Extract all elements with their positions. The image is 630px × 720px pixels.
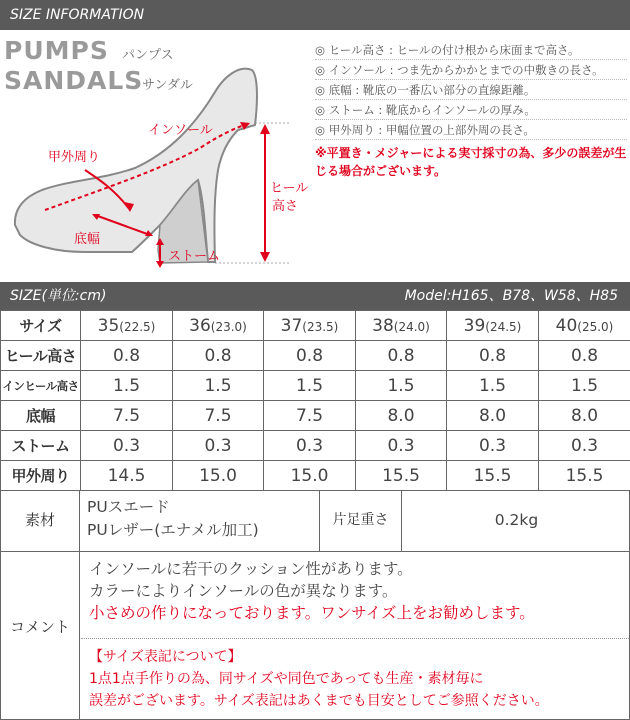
brand-sandals: SANDALS: [4, 66, 144, 95]
table-cell: 0.3: [539, 431, 630, 461]
table-cell: 1.5: [173, 371, 264, 401]
table-cell: 14.5: [81, 461, 173, 491]
material-label: 素材: [1, 490, 80, 551]
shoe-diagram: [0, 30, 310, 282]
material-line-1: PUスエード: [87, 498, 170, 516]
table-cell: 0.3: [447, 431, 539, 461]
note-storm: ◎ ストーム : 靴底からインソールの厚み。: [315, 100, 627, 120]
notice-line-1: 1点1点手作りの為、同サイズや同色であっても生産・素材毎に: [89, 671, 484, 687]
label-storm: ストーム: [168, 249, 221, 264]
size-table: [0, 310, 630, 491]
comment-line-3: 小さめの作りになっております。ワンサイズ上をお勧めします。: [89, 604, 535, 622]
brand-pumps: PUMPS: [4, 36, 109, 65]
table-cell: 15.5: [356, 461, 447, 491]
table-cell: 0.3: [81, 431, 173, 461]
table-cell: 15.0: [264, 461, 356, 491]
comment-body: [89, 558, 535, 624]
brand-pumps-kana: パンプス: [122, 48, 174, 63]
table-cell: 0.8: [356, 341, 447, 371]
notice-title: 【サイズ表記について】: [89, 649, 242, 665]
label-insole: インソール: [148, 123, 213, 138]
table-row-inner-heel: [1, 371, 630, 401]
measurement-notes: [315, 40, 627, 180]
size-cell: 39(24.5): [447, 311, 539, 341]
table-cell: 0.8: [81, 341, 173, 371]
material-values: [87, 496, 259, 542]
table-cell: 0.3: [356, 431, 447, 461]
row-label: ストーム: [1, 431, 81, 461]
table-cell: 0.3: [264, 431, 356, 461]
table-row-sizes: [1, 311, 630, 341]
table-cell: 15.5: [447, 461, 539, 491]
table-cell: 8.0: [447, 401, 539, 431]
table-cell: 8.0: [539, 401, 630, 431]
comment-line-2: カラーによりインソールの色が異なります。: [89, 582, 398, 600]
material-line-2: PUレザー(エナメル加工): [87, 521, 259, 539]
size-unit-bar: [0, 282, 630, 310]
comment-section: [0, 552, 630, 720]
note-insole: ◎ インソール : つま先からかかとまでの中敷きの長さ。: [315, 60, 627, 80]
size-header-label: サイズ: [1, 311, 81, 341]
table-cell: 1.5: [447, 371, 539, 401]
table-row-sole-width: [1, 401, 630, 431]
table-cell: 1.5: [356, 371, 447, 401]
measurement-warning: ※平置き・メジャーによる実寸採寸の為、多少の誤差が生じる場合がございます。: [315, 146, 627, 178]
material-section: [0, 490, 630, 552]
label-sole-width: 底幅: [74, 232, 101, 247]
comment-label: コメント: [1, 552, 80, 719]
size-cell: 38(24.0): [356, 311, 447, 341]
model-info: Model:H165、B78、W58、H85: [404, 288, 618, 304]
table-cell: 0.8: [539, 341, 630, 371]
label-heel: ヒール: [270, 181, 309, 196]
size-cell: 40(25.0): [539, 311, 630, 341]
notice-line-2: 誤差がございます。サイズ表記はあくまでも目安としてご参照ください。: [89, 693, 549, 709]
table-cell: 1.5: [264, 371, 356, 401]
table-row-storm: [1, 431, 630, 461]
row-label: ヒール高さ: [1, 341, 81, 371]
table-cell: 7.5: [173, 401, 264, 431]
table-cell: 15.5: [539, 461, 630, 491]
label-height: 高さ: [272, 199, 299, 214]
table-cell: 1.5: [539, 371, 630, 401]
size-cell: 35(22.5): [81, 311, 173, 341]
note-instep: ◎ 甲外周り : 甲幅位置の上部外周の長さ。: [315, 120, 627, 140]
label-instep: 甲外周り: [48, 150, 101, 165]
size-unit-label: SIZE(単位:cm): [10, 288, 107, 304]
comment-line-1: インソールに若干のクッション性があります。: [89, 560, 413, 578]
table-cell: 0.8: [447, 341, 539, 371]
table-cell: 0.8: [264, 341, 356, 371]
table-cell: 15.0: [173, 461, 264, 491]
table-row-heel-height: [1, 341, 630, 371]
size-notice: [89, 646, 549, 712]
row-label: 甲外周り: [1, 461, 81, 491]
row-label: 底幅: [1, 401, 81, 431]
table-cell: 7.5: [264, 401, 356, 431]
table-cell: 1.5: [81, 371, 173, 401]
size-cell: 36(23.0): [173, 311, 264, 341]
brand-sandals-kana: サンダル: [142, 78, 193, 93]
size-information-bar: SIZE INFORMATION: [0, 0, 630, 30]
weight-value: 0.2kg: [494, 511, 539, 529]
table-cell: 0.8: [173, 341, 264, 371]
table-cell: 0.3: [173, 431, 264, 461]
note-sole-width: ◎ 底幅 : 靴底の一番広い部分の直線距離。: [315, 80, 627, 100]
table-row-instep: [1, 461, 630, 491]
size-cell: 37(23.5): [264, 311, 356, 341]
row-label: インヒール高さ: [1, 371, 81, 401]
note-heel: ◎ ヒール高さ : ヒールの付け根から床面まで高さ。: [315, 40, 627, 60]
shoe-outline: [15, 69, 257, 262]
weight-label: 片足重さ: [320, 490, 402, 551]
table-cell: 7.5: [81, 401, 173, 431]
table-cell: 8.0: [356, 401, 447, 431]
